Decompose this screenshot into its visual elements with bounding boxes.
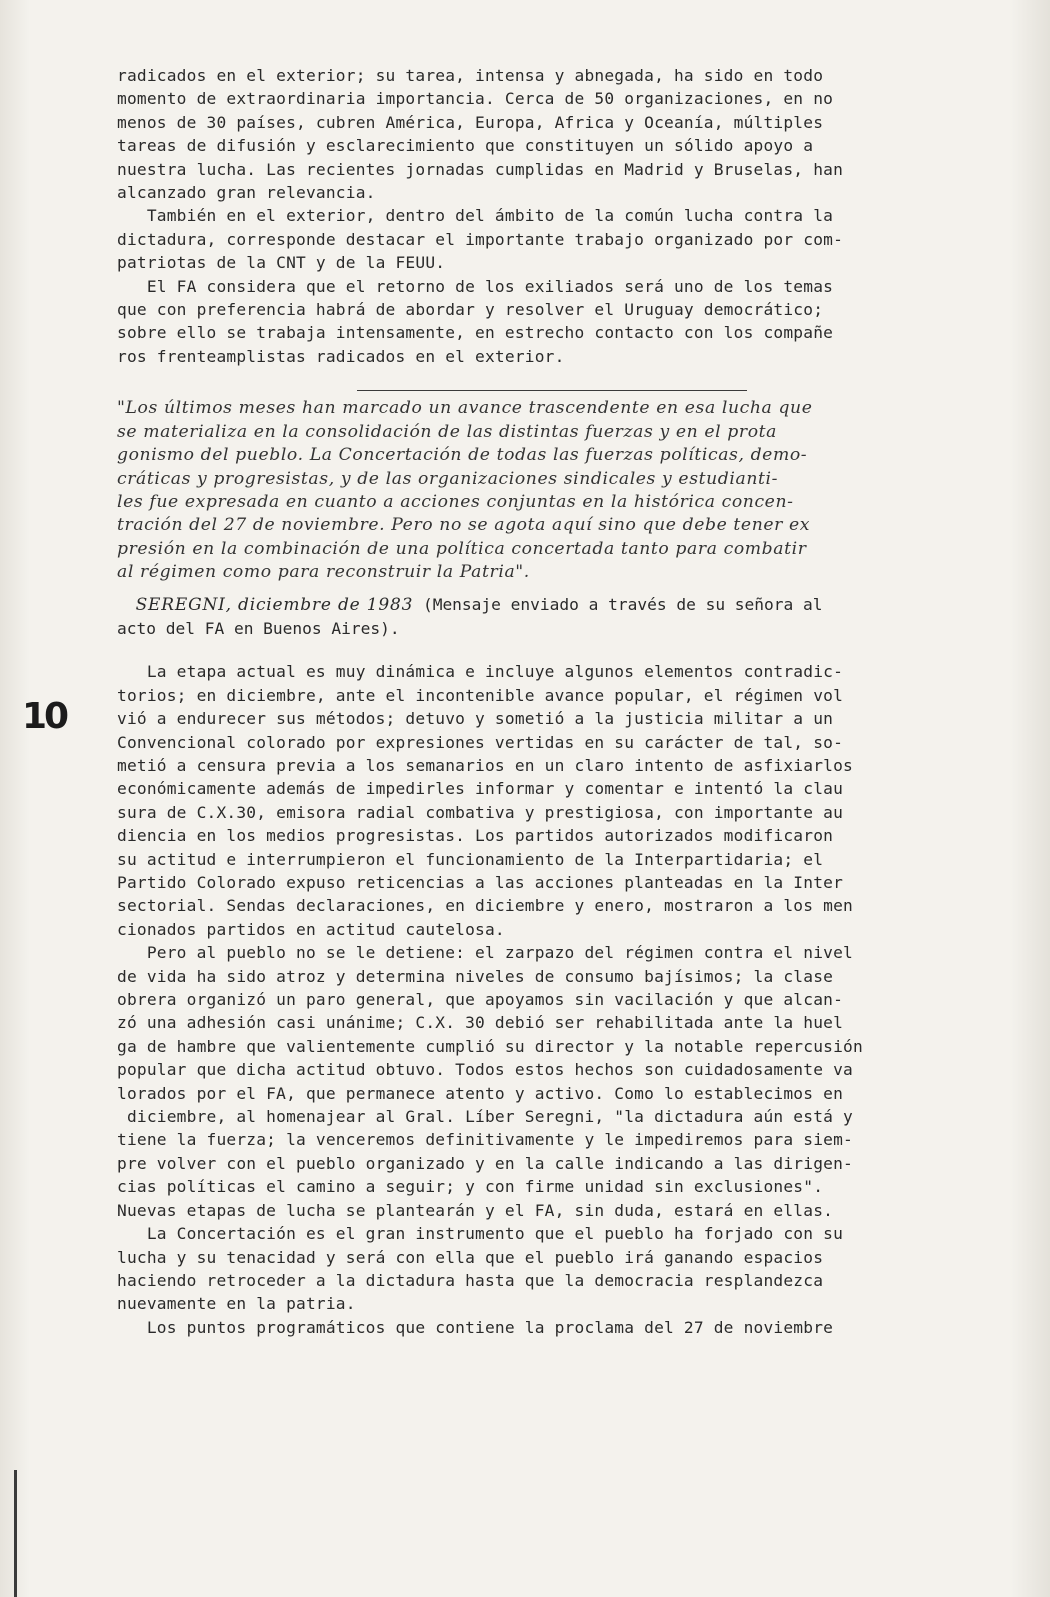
text-line: La etapa actual es muy dinámica e incluye algunos elementos contradic-	[117, 662, 844, 682]
quote-line: se materializa en la consolidación de las distintas fuerzas y en el prota	[117, 421, 777, 442]
quote-attribution-cont: acto del FA en Buenos Aires).	[117, 618, 400, 638]
text-line: alcanzado gran relevancia.	[117, 183, 376, 203]
body-paragraph	[117, 941, 997, 1222]
text-line: momento de extraordinaria importancia. Cerca de 50 organizaciones, en no	[117, 89, 834, 109]
text-line: metió a censura previa a los semanarios en un claro intento de asfixiarlos	[117, 755, 853, 775]
text-line: ga de hambre que valientemente cumplió su director y la notable repercusión	[117, 1036, 863, 1056]
text-line: nuevamente en la patria.	[117, 1294, 356, 1314]
quote-attribution	[117, 593, 997, 617]
quote-line: les fue expresada en cuanto a acciones conjuntas en la histórica concen-	[117, 491, 794, 512]
quote-line: presión en la combinación de una política concertada tanto para combatir	[117, 538, 807, 559]
intro-paragraph	[117, 275, 997, 369]
text-line: El FA considera que el retorno de los exiliados será uno de los temas	[117, 276, 834, 296]
binding-mark	[14, 1470, 17, 1597]
text-line: pre volver con el pueblo organizado y en la calle indicando a las dirigen-	[117, 1153, 853, 1173]
quote-signature: SEREGNI, diciembre de 1983	[117, 594, 414, 615]
text-line: diencia en los medios progresistas. Los partidos autorizados modificaron	[117, 826, 834, 846]
quote-line: al régimen como para reconstruir la Patria".	[117, 562, 530, 583]
text-line: vió a endurecer sus métodos; detuvo y sometió a la justicia militar a un	[117, 709, 834, 729]
text-line: ros frenteamplistas radicados en el exterior.	[117, 346, 565, 366]
seregni-quote	[117, 397, 997, 584]
quote-attribution-text: (Mensaje enviado a través de su señora al	[413, 594, 823, 614]
text-line: También en el exterior, dentro del ámbito de la común lucha contra la	[117, 206, 834, 226]
text-line: obrera organizó un paro general, que apoyamos sin vacilación y que alcan-	[117, 990, 844, 1010]
text-line: su actitud e interrumpieron el funcionamiento de la Interpartidaria; el	[117, 849, 824, 869]
text-line: que con preferencia habrá de abordar y resolver el Uruguay democrático;	[117, 300, 824, 320]
text-line: lorados por el FA, que permanece atento y activo. Como lo establecimos en	[117, 1083, 844, 1103]
text-line: La Concertación es el gran instrumento que el pueblo ha forjado con su	[117, 1224, 844, 1244]
body-paragraph	[117, 1316, 997, 1339]
body-paragraph	[117, 1222, 997, 1316]
text-line: nuestra lucha. Las recientes jornadas cumplidas en Madrid y Bruselas, han	[117, 159, 844, 179]
text-line: torios; en diciembre, ante el incontenible avance popular, el régimen vol	[117, 685, 844, 705]
page-number: 10	[22, 696, 67, 737]
intro-paragraph	[117, 204, 997, 274]
intro-section	[117, 64, 997, 368]
quote-line: tración del 27 de noviembre. Pero no se agota aquí sino que debe tener ex	[117, 515, 811, 536]
text-line: Nuevas etapas de lucha se plantearán y el FA, sin duda, estará en ellas.	[117, 1200, 834, 1220]
document-body	[117, 64, 997, 1339]
quote-line: "Los últimos meses han marcado un avance trascendente en esa lucha que	[117, 398, 813, 419]
text-line: haciendo retroceder a la dictadura hasta que la democracia resplandezca	[117, 1270, 824, 1290]
text-line: lucha y su tenacidad y será con ella que el pueblo irá ganando espacios	[117, 1247, 824, 1267]
quote-line: cráticas y progresistas, y de las organizaciones sindicales y estudianti-	[117, 468, 779, 489]
text-line: sura de C.X.30, emisora radial combativa y prestigiosa, con importante au	[117, 802, 844, 822]
intro-paragraph	[117, 64, 997, 204]
text-line: zó una adhesión casi unánime; C.X. 30 debió ser rehabilitada ante la huel	[117, 1013, 844, 1033]
text-line: diciembre, al homenajear al Gral. Líber Seregni, "la dictadura aún está y	[117, 1107, 853, 1127]
text-line: Pero al pueblo no se le detiene: el zarpazo del régimen contra el nivel	[117, 943, 853, 963]
text-line: sectorial. Sendas declaraciones, en diciembre y enero, mostraron a los men	[117, 896, 853, 916]
text-line: Los puntos programáticos que contiene la proclama del 27 de noviembre	[117, 1317, 834, 1337]
section-divider	[357, 390, 747, 391]
text-line: menos de 30 países, cubren América, Europa, Africa y Oceanía, múltiples	[117, 112, 824, 132]
text-line: tiene la fuerza; la venceremos definitivamente y le impediremos para siem-	[117, 1130, 853, 1150]
body-paragraph	[117, 660, 997, 941]
text-line: dictadura, corresponde destacar el importante trabajo organizado por com-	[117, 229, 844, 249]
text-line: Partido Colorado expuso reticencias a las acciones planteadas en la Inter	[117, 873, 844, 892]
text-line: de vida ha sido atroz y determina niveles de consumo bajísimos; la clase	[117, 966, 834, 986]
main-section	[117, 660, 997, 1339]
text-line: tareas de difusión y esclarecimiento que constituyen un sólido apoyo a	[117, 136, 814, 156]
text-line: cias políticas el camino a seguir; y con firme unidad sin exclusiones".	[117, 1177, 824, 1197]
text-line: sobre ello se trabaja intensamente, en estrecho contacto con los compañe	[117, 323, 834, 343]
text-line: popular que dicha actitud obtuvo. Todos estos hechos son cuidadosamente va	[117, 1060, 853, 1080]
text-line: radicados en el exterior; su tarea, intensa y abnegada, ha sido en todo	[117, 66, 824, 85]
text-line: económicamente además de impedirles informar y comentar e intentó la clau	[117, 779, 844, 799]
text-line: Convencional colorado por expresiones vertidas en su carácter de tal, so-	[117, 732, 844, 752]
text-line: patriotas de la CNT y de la FEUU.	[117, 253, 446, 273]
text-line: cionados partidos en actitud cautelosa.	[117, 919, 505, 939]
quote-line: gonismo del pueblo. La Concertación de todas las fuerzas políticas, demo-	[117, 445, 808, 466]
